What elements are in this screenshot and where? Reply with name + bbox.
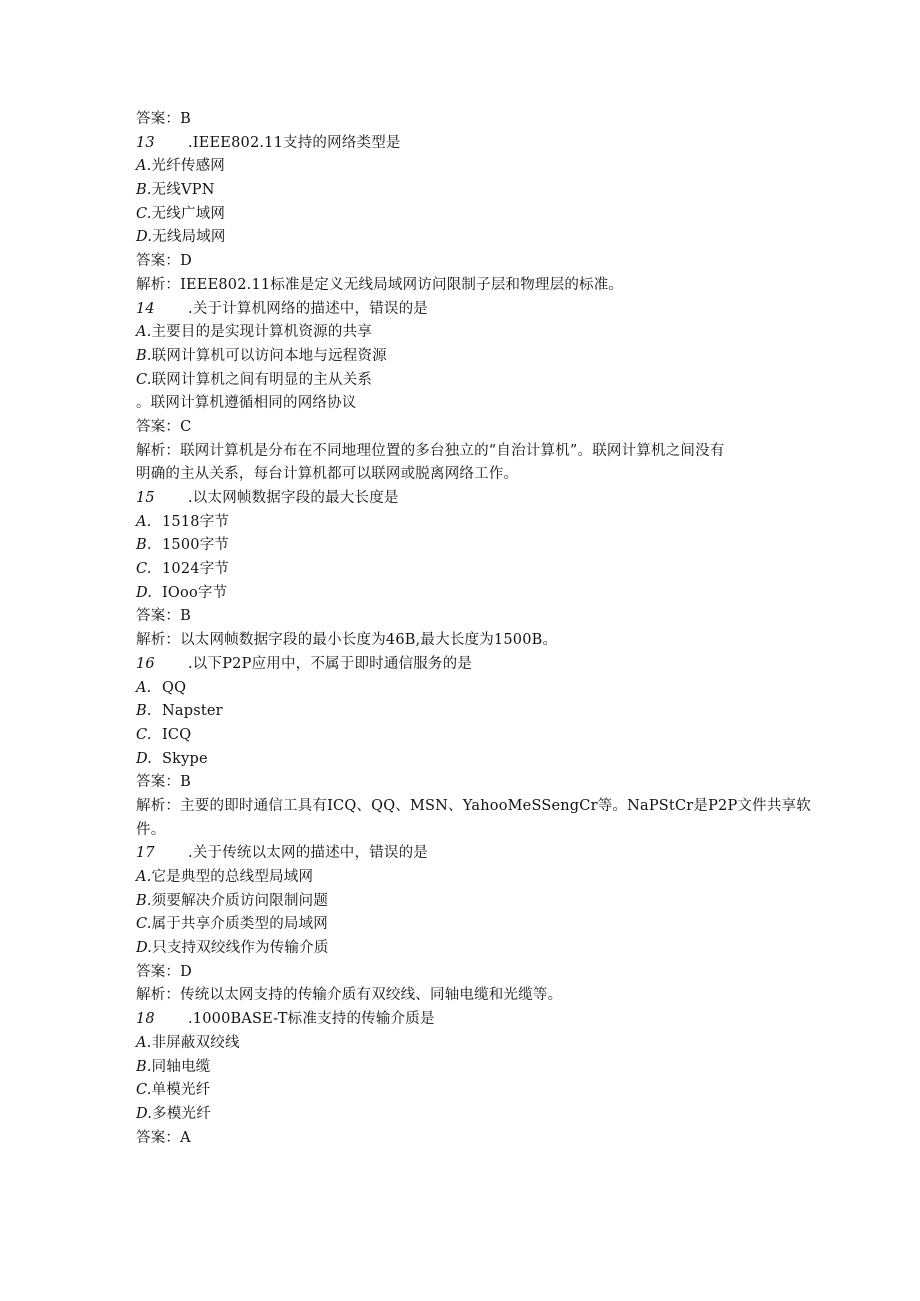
- option-letter: A.: [136, 1034, 152, 1051]
- option-letter: B.: [136, 347, 152, 364]
- option-line: [136, 700, 786, 724]
- option-line: [136, 369, 786, 393]
- option-line: [136, 937, 786, 961]
- option-text: QQ: [162, 679, 187, 696]
- question-text: .以下P2P应用中，不属于即时通信服务的是: [188, 655, 473, 672]
- question-line: [136, 132, 786, 156]
- option-letter: B.: [136, 537, 152, 554]
- question-number: 18: [136, 1011, 155, 1028]
- option-letter: A.: [136, 513, 152, 530]
- option-line: [136, 724, 786, 748]
- option-text: 非屏蔽双绞线: [151, 1034, 240, 1051]
- option-letter: C.: [136, 1082, 152, 1099]
- analysis-line: 解析：IEEE802.11标准是定义无线局域网访问限制子层和物理层的标准。: [136, 276, 624, 293]
- option-line: [136, 582, 786, 606]
- option-line: [136, 534, 786, 558]
- option-letter: D.: [136, 1105, 153, 1122]
- option-line: [136, 321, 786, 345]
- question-line: [136, 1008, 786, 1032]
- answer-line: 答案：B: [136, 111, 191, 127]
- option-line: [136, 890, 786, 914]
- option-text: 1500字节: [162, 537, 230, 554]
- option-letter: D.: [136, 229, 153, 246]
- option-line: [136, 1103, 786, 1127]
- option-text: 须要解决介质访问限制问题: [151, 892, 329, 909]
- question-number: 15: [136, 490, 155, 506]
- option-text: ICQ: [162, 726, 192, 743]
- answer-line: 答案：C: [136, 418, 192, 435]
- option-line: [136, 511, 786, 535]
- option-text: 无线局域网: [152, 229, 226, 246]
- option-text: 同轴电缆: [151, 1058, 211, 1075]
- analysis-line: 明确的主从关系，每台计算机都可以联网或脱离网络工作。: [136, 466, 519, 483]
- option-letter: C.: [136, 916, 152, 933]
- analysis-line: 解析：主要的即时通信工具有ICQ、QQ、MSN、YahooMeSSengCr等。NaPStCr是P2P文件共享软: [136, 797, 811, 814]
- question-number: 16: [136, 655, 155, 672]
- option-letter: D.: [136, 940, 153, 957]
- option-text: 1024字节: [162, 561, 230, 578]
- question-line: [136, 653, 786, 677]
- option-text: 单模光纤: [151, 1082, 211, 1099]
- question-text: .关于传统以太网的描述中，错误的是: [188, 845, 429, 862]
- question-text: .以太网帧数据字段的最大长度是: [188, 490, 399, 506]
- option-letter: C.: [136, 371, 152, 388]
- text-line: 。联网计算机遵循相同的网络协议: [136, 395, 357, 412]
- option-text: IOoo字节: [162, 584, 228, 601]
- option-line: [136, 1079, 786, 1103]
- question-number: 13: [136, 134, 155, 151]
- option-text: 1518字节: [162, 513, 230, 530]
- option-line: [136, 558, 786, 582]
- option-line: [136, 748, 786, 772]
- document-body: [136, 108, 811, 1150]
- option-letter: B.: [136, 703, 152, 720]
- analysis-line: 件。: [136, 821, 166, 838]
- option-line: [136, 203, 786, 227]
- option-text: 属于共享介质类型的局域网: [151, 916, 328, 933]
- question-number: 14: [136, 300, 155, 317]
- option-line: [136, 1032, 786, 1056]
- option-text: 光纤传感网: [151, 158, 225, 175]
- option-text: 联网计算机可以访问本地与远程资源: [151, 347, 387, 364]
- answer-line: 答案：D: [136, 963, 192, 980]
- answer-line: 答案：A: [136, 1129, 191, 1146]
- option-text: Napster: [162, 703, 223, 720]
- question-line: [136, 487, 786, 511]
- option-letter: A.: [136, 158, 152, 175]
- option-line: [136, 1056, 786, 1080]
- analysis-line: 解析：传统以太网支持的传输介质有双绞线、同轴电缆和光缆等。: [136, 987, 563, 1004]
- option-letter: A.: [136, 324, 152, 341]
- option-line: [136, 226, 786, 250]
- question-number: 17: [136, 845, 155, 862]
- question-text: .1000BASE-T标准支持的传输介质是: [188, 1011, 435, 1028]
- option-text: 无线VPN: [151, 182, 215, 199]
- option-letter: B.: [136, 182, 152, 199]
- option-line: [136, 155, 786, 179]
- option-text: 无线广域网: [151, 205, 226, 222]
- answer-line: 答案：B: [136, 608, 191, 625]
- question-text: .IEEE802.11支持的网络类型是: [188, 134, 401, 151]
- question-line: [136, 842, 786, 866]
- answer-line: 答案：D: [136, 253, 192, 270]
- option-letter: D.: [136, 584, 153, 601]
- option-text: Skype: [162, 750, 208, 767]
- option-line: [136, 179, 786, 203]
- option-letter: A.: [136, 869, 152, 885]
- option-text: 联网计算机之间有明显的主从关系: [151, 371, 373, 388]
- option-line: [136, 345, 786, 369]
- option-letter: B.: [136, 1058, 152, 1075]
- option-text: 多模光纤: [152, 1105, 211, 1122]
- option-text: 主要目的是实现计算机资源的共享: [151, 324, 372, 341]
- option-letter: D.: [136, 750, 153, 767]
- option-text: 只支持双绞线作为传输介质: [152, 940, 329, 957]
- question-line: [136, 298, 786, 322]
- analysis-line: 解析：联网计算机是分布在不同地理位置的多台独立的“自治计算机”。联网计算机之间没有: [136, 442, 725, 459]
- answer-line: 答案：B: [136, 774, 191, 791]
- option-letter: C.: [136, 561, 152, 578]
- option-letter: C.: [136, 205, 152, 222]
- option-line: [136, 677, 786, 701]
- option-letter: B.: [136, 892, 152, 909]
- option-line: [136, 866, 786, 890]
- analysis-line: 解析：以太网帧数据字段的最小长度为46B,最大长度为1500B。: [136, 632, 558, 649]
- option-line: [136, 913, 786, 937]
- option-letter: C.: [136, 726, 152, 743]
- question-text: .关于计算机网络的描述中，错误的是: [188, 300, 429, 317]
- option-text: 它是典型的总线型局域网: [151, 869, 314, 885]
- option-letter: A.: [136, 679, 152, 696]
